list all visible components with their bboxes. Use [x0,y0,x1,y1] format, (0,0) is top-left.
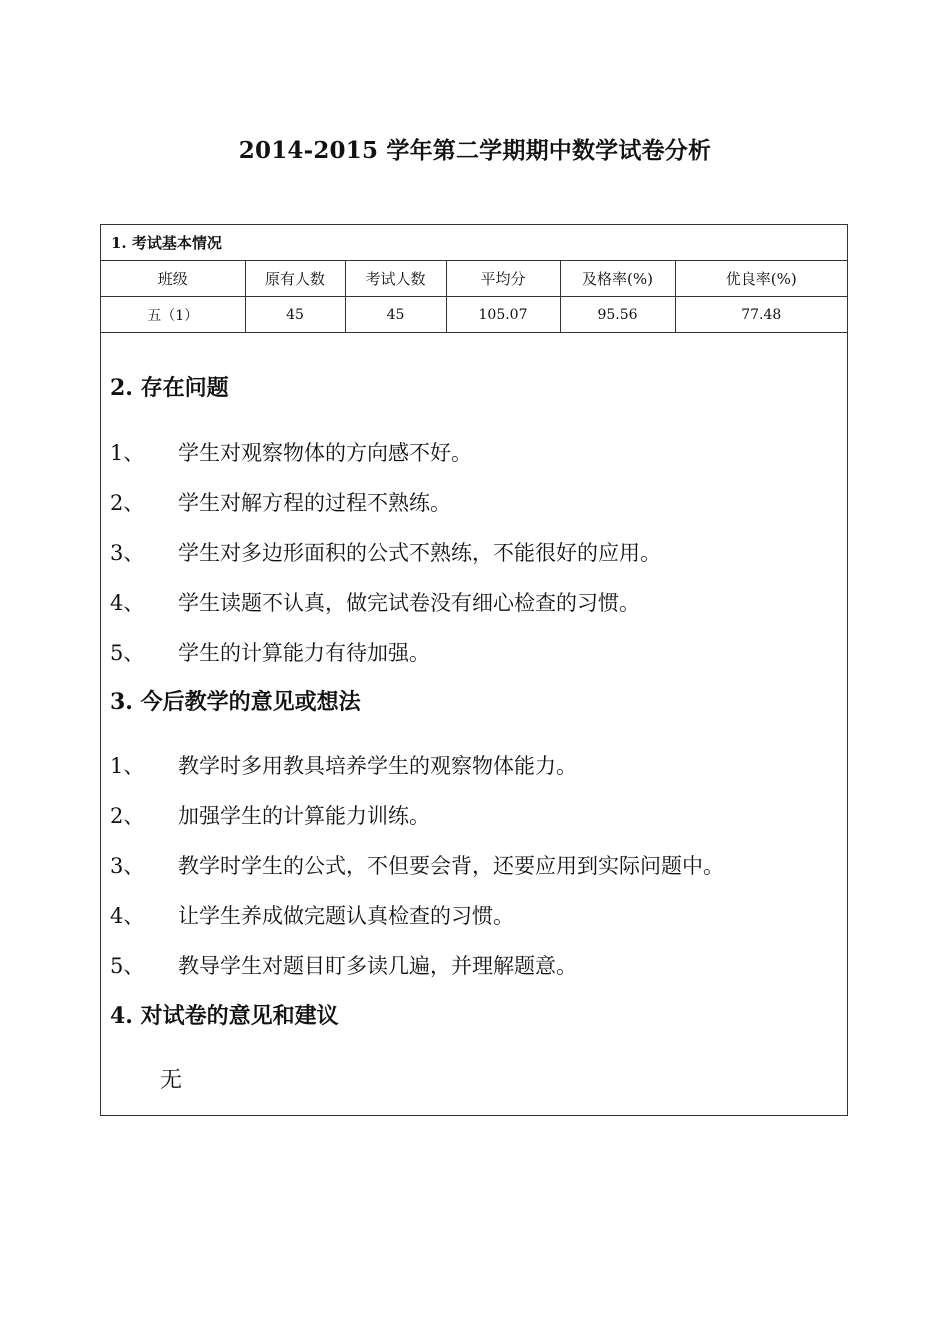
problem-item-2 [110,487,451,517]
item-number: 2、 [110,491,145,515]
problem-item-3 [110,537,661,567]
cell-class: 五（1） [101,297,245,333]
suggestion-content: 无 [160,1068,183,1093]
header-exam-count: 考试人数 [345,261,446,297]
table-header-row [101,261,847,297]
cell-excellent-rate: 77.48 [675,297,847,333]
cell-average: 105.07 [446,297,560,333]
cell-pass-rate: 95.56 [560,297,675,333]
item-text: 加强学生的计算能力训练。 [178,804,430,828]
plan-item-5 [110,950,577,980]
item-text: 学生的计算能力有待加强。 [178,641,430,665]
header-average: 平均分 [446,261,560,297]
item-number: 1、 [110,754,145,778]
problem-item-4 [110,587,640,617]
exam-stats-table [101,261,847,333]
section1-heading: 1. 考试基本情况 [101,225,847,261]
header-pass-rate: 及格率(%) [560,261,675,297]
cell-original-count: 45 [245,297,345,333]
header-class: 班级 [101,261,245,297]
item-number: 4、 [110,591,145,615]
section2-heading: 2. 存在问题 [110,375,229,401]
item-text: 让学生养成做完题认真检查的习惯。 [178,904,514,928]
plan-item-4 [110,900,514,930]
problem-item-1 [110,437,472,467]
header-original-count: 原有人数 [245,261,345,297]
table-row [101,297,847,333]
item-text: 教导学生对题目盯多读几遍，并理解题意。 [178,954,577,978]
item-text: 学生对多边形面积的公式不熟练，不能很好的应用。 [178,541,661,565]
section3-heading: 3. 今后教学的意见或想法 [110,689,361,715]
item-number: 4、 [110,904,145,928]
header-excellent-rate: 优良率(%) [675,261,847,297]
item-number: 2、 [110,804,145,828]
item-number: 1、 [110,441,145,465]
item-text: 教学时多用教具培养学生的观察物体能力。 [178,754,577,778]
plan-item-2 [110,800,430,830]
item-number: 3、 [110,541,145,565]
plan-item-1 [110,750,577,780]
item-number: 3、 [110,854,145,878]
cell-exam-count: 45 [345,297,446,333]
item-text: 教学时学生的公式，不但要会背，还要应用到实际问题中。 [178,854,724,878]
item-number: 5、 [110,641,145,665]
page-title: 2014-2015 学年第二学期期中数学试卷分析 [238,137,712,164]
analysis-frame [100,224,848,1116]
section4-heading: 4. 对试卷的意见和建议 [110,1003,339,1029]
item-text: 学生对解方程的过程不熟练。 [178,491,451,515]
item-text: 学生读题不认真，做完试卷没有细心检查的习惯。 [178,591,640,615]
item-number: 5、 [110,954,145,978]
plan-item-3 [110,850,724,880]
problem-item-5 [110,637,430,667]
item-text: 学生对观察物体的方向感不好。 [178,441,472,465]
